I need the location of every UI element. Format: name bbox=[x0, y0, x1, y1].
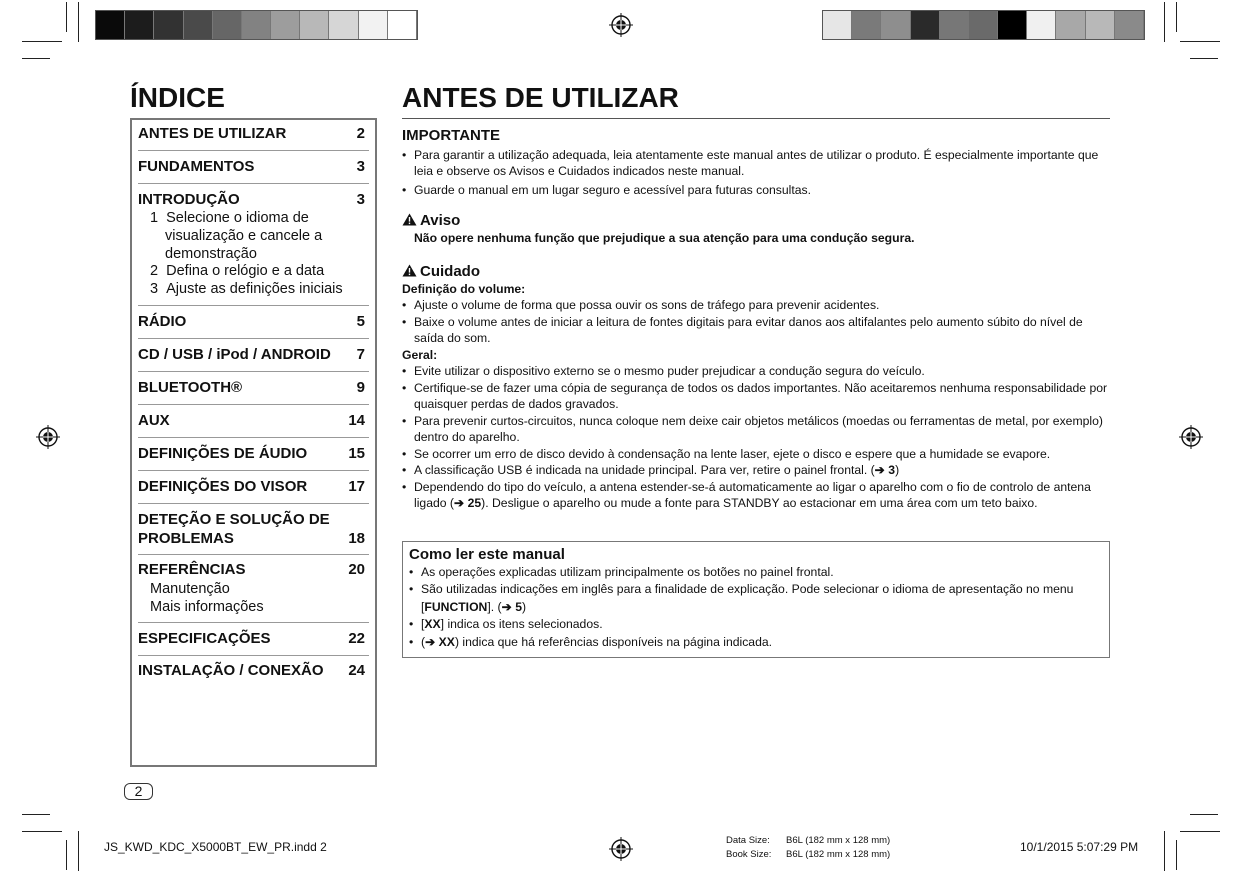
important-heading: IMPORTANTE bbox=[402, 127, 501, 144]
color-swatch bbox=[881, 11, 910, 39]
toc-page: 22 bbox=[348, 630, 365, 647]
toc-page: 24 bbox=[348, 662, 365, 679]
important-section bbox=[402, 128, 1112, 198]
toc-entry-introducao[interactable] bbox=[138, 191, 368, 208]
color-swatch bbox=[1027, 11, 1056, 39]
toc-label: ESPECIFICAÇÕES bbox=[138, 630, 271, 647]
toc-entry-problemas[interactable] bbox=[138, 510, 368, 548]
divider bbox=[138, 183, 369, 184]
crop-mark bbox=[66, 840, 67, 870]
toc-page: 2 bbox=[356, 125, 365, 142]
toc-entry-cd-usb[interactable] bbox=[138, 346, 368, 363]
divider bbox=[138, 437, 369, 438]
crop-mark bbox=[66, 2, 67, 32]
divider bbox=[138, 622, 369, 623]
toc-label: DEFINIÇÕES DE ÁUDIO bbox=[138, 445, 308, 462]
divider bbox=[138, 338, 369, 339]
caution-section bbox=[402, 264, 1112, 512]
toc-label: AUX bbox=[138, 412, 170, 429]
crop-mark bbox=[22, 831, 62, 832]
toc-label: INTRODUÇÃO bbox=[138, 191, 240, 208]
volume-heading: Definição do volume: bbox=[402, 281, 526, 296]
list-item: • Para prevenir curtos-circuitos, nunca coloque nem deixe cair objetos metálicos (moedas ou ferramentas de metal, por exemplo) dentro do aparelho. bbox=[402, 413, 1112, 446]
sub-text: Defina o relógio e a data bbox=[166, 263, 325, 279]
color-bar-left bbox=[95, 10, 418, 40]
divider bbox=[138, 470, 369, 471]
toc-label: ANTES DE UTILIZAR bbox=[138, 125, 287, 142]
toc-page: 9 bbox=[356, 379, 365, 396]
color-swatch bbox=[359, 11, 388, 39]
footer-filename: JS_KWD_KDC_X5000BT_EW_PR.indd 2 bbox=[104, 840, 327, 854]
color-bar-right bbox=[822, 10, 1145, 40]
list-item bbox=[402, 462, 1112, 479]
color-swatch bbox=[300, 11, 329, 39]
color-swatch bbox=[1056, 11, 1085, 39]
toc-page: 5 bbox=[356, 313, 365, 330]
footer-datetime: 10/1/2015 5:07:29 PM bbox=[1020, 840, 1139, 854]
page-title: ANTES DE UTILIZAR bbox=[402, 82, 679, 113]
item-text: A classificação USB é indicada na unidade principal. Para ver, retire o painel frontal. ( bbox=[414, 463, 875, 477]
divider bbox=[138, 554, 369, 555]
sub-text: Mais informações bbox=[150, 599, 264, 615]
color-swatch bbox=[911, 11, 940, 39]
list-item: • São utilizadas indicações em inglês para a finalidade de explicação. Pode selecionar o idioma de apresentação no menu [FUNCTION]. (➔ 5) bbox=[409, 581, 1103, 616]
color-swatch bbox=[823, 11, 852, 39]
toc-label: PROBLEMAS bbox=[138, 530, 234, 547]
book-size-value: B6L (182 mm x 128 mm) bbox=[786, 849, 891, 860]
ref-number: XX bbox=[438, 634, 455, 649]
sub-number: 1 bbox=[150, 210, 159, 226]
toc-entry-fundamentos[interactable] bbox=[138, 158, 368, 175]
toc-label: REFERÊNCIAS bbox=[138, 561, 246, 578]
toc-page: 7 bbox=[356, 346, 365, 363]
color-swatch bbox=[271, 11, 300, 39]
crop-mark bbox=[1190, 58, 1218, 59]
ref-number: 5 bbox=[515, 599, 522, 614]
toc-page: 20 bbox=[348, 561, 365, 578]
crop-mark bbox=[1176, 2, 1177, 32]
item-text: indica os itens selecionados. bbox=[447, 617, 603, 631]
color-swatch bbox=[154, 11, 183, 39]
sub-text: Manutenção bbox=[150, 581, 230, 597]
page-ref: ➔ XX bbox=[425, 634, 455, 649]
crop-mark bbox=[78, 2, 79, 42]
data-size-value: B6L (182 mm x 128 mm) bbox=[786, 835, 891, 846]
list-item: • Guarde o manual em um lugar seguro e acessível para futuras consultas. bbox=[402, 182, 1112, 199]
divider bbox=[138, 305, 369, 306]
caution-heading-row bbox=[402, 264, 1112, 281]
color-swatch bbox=[213, 11, 242, 39]
list-item: • [XX] indica os itens selecionados. bbox=[409, 616, 1103, 634]
footer-size-values bbox=[786, 834, 890, 862]
toc-label: DETEÇÃO E SOLUÇÃO DE bbox=[138, 511, 330, 528]
registration-mark-icon bbox=[36, 425, 60, 449]
color-swatch bbox=[1115, 11, 1144, 39]
warning-heading-row bbox=[402, 213, 1112, 230]
toc-entry-referencias[interactable] bbox=[138, 561, 368, 578]
item-text: indica que há referências disponíveis na página indicada. bbox=[462, 634, 773, 649]
toc-entry-audio[interactable] bbox=[138, 445, 368, 462]
sub-text: Ajuste as definições iniciais bbox=[166, 281, 343, 297]
toc-label: CD / USB / iPod / ANDROID bbox=[138, 346, 331, 363]
list-item: • Evite utilizar o dispositivo externo se o mesmo puder prejudicar a condução segura do veículo. bbox=[402, 363, 1112, 380]
registration-mark-icon bbox=[1179, 425, 1203, 449]
color-swatch bbox=[125, 11, 154, 39]
toc-entry-antes[interactable] bbox=[138, 125, 368, 142]
color-swatch bbox=[96, 11, 125, 39]
toc-label: FUNDAMENTOS bbox=[138, 158, 255, 175]
list-item: • Baixe o volume antes de iniciar a leitura de fontes digitais para evitar danos aos altifalantes pelo aumento súbito do nível de saída do som. bbox=[402, 314, 1112, 347]
toc-page: 3 bbox=[356, 191, 365, 208]
page-ref[interactable]: ➔ 25 bbox=[453, 496, 482, 510]
title-underline bbox=[402, 118, 1110, 119]
list-item: • Certifique-se de fazer uma cópia de segurança de todos os dados importantes. Não aceitaremos nenhuma responsabilidade por quaisquer perdas de dados gravados. bbox=[402, 380, 1112, 413]
crop-mark bbox=[22, 814, 50, 815]
toc-page: 17 bbox=[348, 478, 365, 495]
item-text: ). Desligue o aparelho ou mude a fonte para STANDBY ao estacionar em uma área com um teto baixo. bbox=[481, 496, 1038, 510]
toc-entry-bluetooth[interactable] bbox=[138, 379, 368, 396]
crop-mark bbox=[1164, 2, 1165, 42]
list-item bbox=[402, 479, 1112, 512]
registration-mark-icon bbox=[609, 13, 633, 37]
toc-label: RÁDIO bbox=[138, 313, 187, 330]
book-size-label: Book Size: bbox=[726, 849, 772, 860]
ref-number: 3 bbox=[888, 463, 896, 477]
list-item: • Ajuste o volume de forma que possa ouvir os sons de tráfego para prevenir acidentes. bbox=[402, 297, 1112, 314]
toc-sub-item[interactable] bbox=[150, 280, 368, 298]
toc-label: BLUETOOTH® bbox=[138, 379, 243, 396]
toc-entry-visor[interactable] bbox=[138, 478, 368, 495]
toc-sub-item[interactable] bbox=[150, 262, 368, 280]
toc-entry-radio[interactable] bbox=[138, 313, 368, 330]
color-swatch bbox=[852, 11, 881, 39]
crop-mark bbox=[1180, 41, 1220, 42]
warning-section bbox=[402, 213, 1112, 246]
list-item: • (➔ XX) indica que há referências disponíveis na página indicada. bbox=[409, 634, 1103, 652]
registration-mark-icon bbox=[609, 837, 633, 861]
item-text: ) bbox=[895, 463, 900, 477]
key-label: XX bbox=[424, 617, 441, 631]
warning-text: Não opere nenhuma função que prejudique a sua atenção para uma condução segura. bbox=[414, 230, 915, 245]
color-swatch bbox=[329, 11, 358, 39]
crop-mark bbox=[1190, 814, 1218, 815]
toc-page: 3 bbox=[356, 158, 365, 175]
data-size-label: Data Size: bbox=[726, 835, 770, 846]
how-to-read-heading: Como ler este manual bbox=[409, 546, 565, 563]
toc-label: DEFINIÇÕES DO VISOR bbox=[138, 478, 308, 495]
sub-text: Selecione o idioma de bbox=[166, 210, 309, 226]
divider bbox=[138, 503, 369, 504]
crop-mark bbox=[1180, 831, 1220, 832]
sub-text: visualização e cancele a bbox=[165, 228, 323, 244]
toc-sub-item[interactable] bbox=[150, 209, 368, 263]
list-item: • Para garantir a utilização adequada, leia atentamente este manual antes de utilizar o produto. É especialmente importante que leia e observe os Avisos e Cuidados indicados neste manual. bbox=[402, 147, 1112, 180]
list-item: • As operações explicadas utilizam principalmente os botões no painel frontal. bbox=[409, 564, 1103, 582]
crop-mark bbox=[1164, 831, 1165, 871]
toc-title: ÍNDICE bbox=[130, 82, 225, 113]
divider bbox=[138, 371, 369, 372]
page-ref[interactable]: ➔ 5 bbox=[501, 599, 522, 614]
toc-entry-especificacoes[interactable] bbox=[138, 630, 368, 647]
list-item: • Se ocorrer um erro de disco devido à condensação na lente laser, ejete o disco e espere que a humidade se evapore. bbox=[402, 446, 1112, 463]
color-swatch bbox=[388, 11, 417, 39]
color-swatch bbox=[940, 11, 969, 39]
page-ref[interactable]: ➔ 3 bbox=[874, 463, 896, 477]
divider bbox=[138, 150, 369, 151]
color-swatch bbox=[969, 11, 998, 39]
color-swatch bbox=[998, 11, 1027, 39]
caution-triangle-icon bbox=[402, 264, 417, 277]
toc-page: 15 bbox=[348, 445, 365, 462]
crop-mark bbox=[22, 41, 62, 42]
color-swatch bbox=[1086, 11, 1115, 39]
divider bbox=[138, 655, 369, 656]
toc-label: INSTALAÇÃO / CONEXÃO bbox=[138, 662, 324, 679]
ref-number: 25 bbox=[467, 496, 482, 510]
color-swatch bbox=[242, 11, 271, 39]
toc-sub-item[interactable] bbox=[150, 598, 368, 616]
key-label: FUNCTION bbox=[424, 599, 488, 614]
toc-page: 14 bbox=[348, 412, 365, 429]
sub-text: demonstração bbox=[165, 246, 257, 262]
warning-heading: Aviso bbox=[420, 212, 461, 229]
divider bbox=[138, 404, 369, 405]
toc-entry-instalacao[interactable] bbox=[138, 662, 368, 679]
warning-triangle-icon bbox=[402, 213, 417, 226]
toc-sub-item[interactable] bbox=[150, 580, 368, 598]
toc-page: 18 bbox=[348, 530, 365, 547]
item-text: São utilizadas indicações em inglês para a finalidade de explicação. Pode selecionar o idioma de apresentação no menu bbox=[421, 582, 1074, 596]
how-to-read-box bbox=[402, 541, 1110, 658]
crop-mark bbox=[22, 58, 50, 59]
color-swatch bbox=[184, 11, 213, 39]
toc-entry-aux[interactable] bbox=[138, 412, 368, 429]
caution-heading: Cuidado bbox=[420, 263, 480, 280]
footer-size-labels bbox=[726, 834, 771, 862]
sub-number: 2 bbox=[150, 263, 159, 279]
item-text: Dependendo do tipo do veículo, a antena estender-se-á automaticamente ao ligar o aparelho com o fio de controlo de antena ligado ( bbox=[414, 479, 1091, 510]
table-of-contents bbox=[130, 118, 377, 767]
crop-mark bbox=[78, 831, 79, 871]
sub-number: 3 bbox=[150, 281, 159, 297]
crop-mark bbox=[1176, 840, 1177, 870]
general-heading: Geral: bbox=[402, 347, 438, 362]
page-number: 2 bbox=[124, 783, 153, 800]
